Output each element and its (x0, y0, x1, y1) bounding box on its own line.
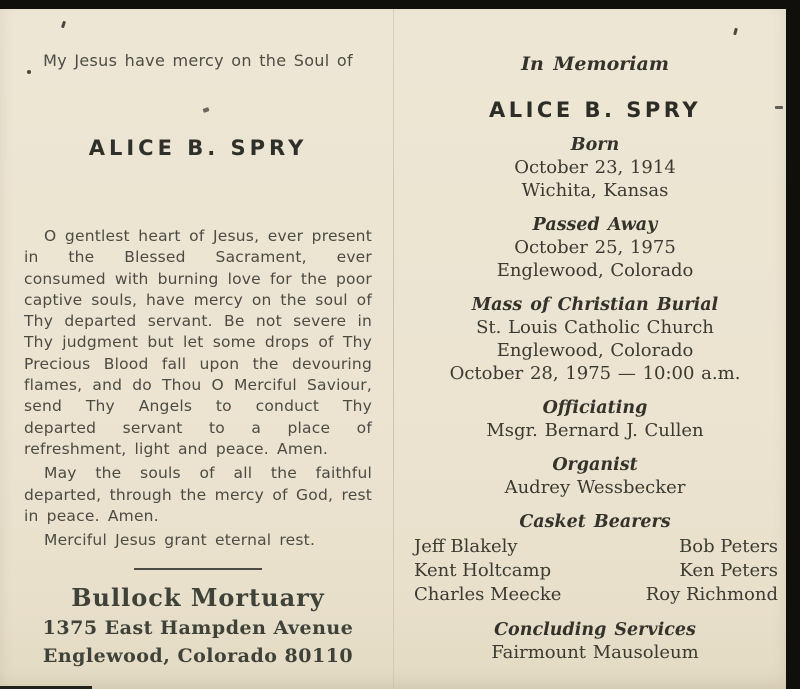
section-line: Msgr. Bernard J. Cullen (486, 420, 704, 441)
prayer-text (24, 226, 372, 551)
scan-speck (27, 70, 31, 74)
section-line: St. Louis Catholic Church (476, 317, 714, 338)
section-line: Wichita, Kansas (521, 180, 669, 201)
mortuary-name: Bullock Mortuary (71, 583, 325, 613)
mortuary-address-line: Englewood, Colorado 80110 (42, 645, 354, 668)
section-line: October 23, 1914 (514, 157, 676, 178)
deceased-name-right: ALICE B. SPRY (488, 98, 702, 122)
section-line: Audrey Wessbecker (504, 477, 686, 498)
section-casket-bearers (408, 511, 782, 607)
section-line: Englewood, Colorado (496, 340, 694, 361)
casket-bearer-name: Ken Peters (679, 560, 778, 581)
mortuary-block (24, 582, 372, 670)
in-memoriam-header: In Memoriam (521, 53, 669, 75)
casket-bearer-name: Bob Peters (679, 536, 778, 557)
section-born (408, 134, 782, 202)
section-concluding-services (408, 619, 782, 664)
section-line: October 25, 1975 (514, 237, 676, 258)
mortuary-address-line: 1375 East Hampden Avenue (42, 617, 354, 640)
section-heading: Officiating (542, 398, 648, 418)
scan-speck (733, 28, 738, 36)
deceased-name-left: ALICE B. SPRY (88, 136, 308, 160)
section-heading: Passed Away (532, 215, 658, 235)
casket-bearer-row (408, 559, 782, 583)
section-mass (408, 294, 782, 385)
card-fold-line (393, 9, 394, 689)
right-panel (408, 39, 782, 664)
divider-rule (134, 568, 262, 570)
section-line: Englewood, Colorado (496, 260, 694, 281)
prayer-paragraph: Merciful Jesus grant eternal rest. (44, 531, 316, 550)
casket-bearer-name: Roy Richmond (645, 584, 778, 605)
prayer-paragraph: May the souls of all the faithful departed, through the mercy of God, rest in peace. Amen. (24, 464, 372, 525)
casket-bearer-name: Jeff Blakely (414, 536, 518, 557)
section-heading: Born (570, 135, 620, 155)
section-heading: Mass of Christian Burial (471, 295, 719, 315)
scan-speck (61, 21, 66, 29)
left-panel (24, 39, 372, 670)
scan-speck (775, 106, 783, 109)
section-heading: Organist (552, 455, 638, 475)
casket-bearers-list (408, 535, 782, 607)
casket-bearer-name: Kent Holtcamp (414, 560, 552, 581)
casket-bearer-name: Charles Meecke (414, 584, 562, 605)
casket-bearer-row (408, 535, 782, 559)
casket-bearer-row (408, 583, 782, 607)
memorial-card (0, 9, 786, 689)
prayer-intro-line: My Jesus have mercy on the Soul of (43, 51, 353, 70)
section-officiating (408, 397, 782, 442)
section-line: Fairmount Mausoleum (491, 642, 699, 663)
section-heading: Concluding Services (494, 620, 696, 640)
section-organist (408, 454, 782, 499)
section-passed-away (408, 214, 782, 282)
section-line: October 28, 1975 — 10:00 a.m. (449, 363, 741, 384)
prayer-paragraph: O gentlest heart of Jesus, ever present in the Blessed Sacrament, ever consumed with burning love for the poor captive souls, have mercy on the soul of Thy departed servant. Be not severe in Thy judgment but let some drops of Thy Precious Blood fall upon the devouring flames, and do Thou O Merciful Saviour, send Thy Angels to conduct Thy departed servant to a place of refreshment, light and peace. Amen. (24, 227, 372, 458)
section-heading: Casket Bearers (519, 512, 671, 532)
